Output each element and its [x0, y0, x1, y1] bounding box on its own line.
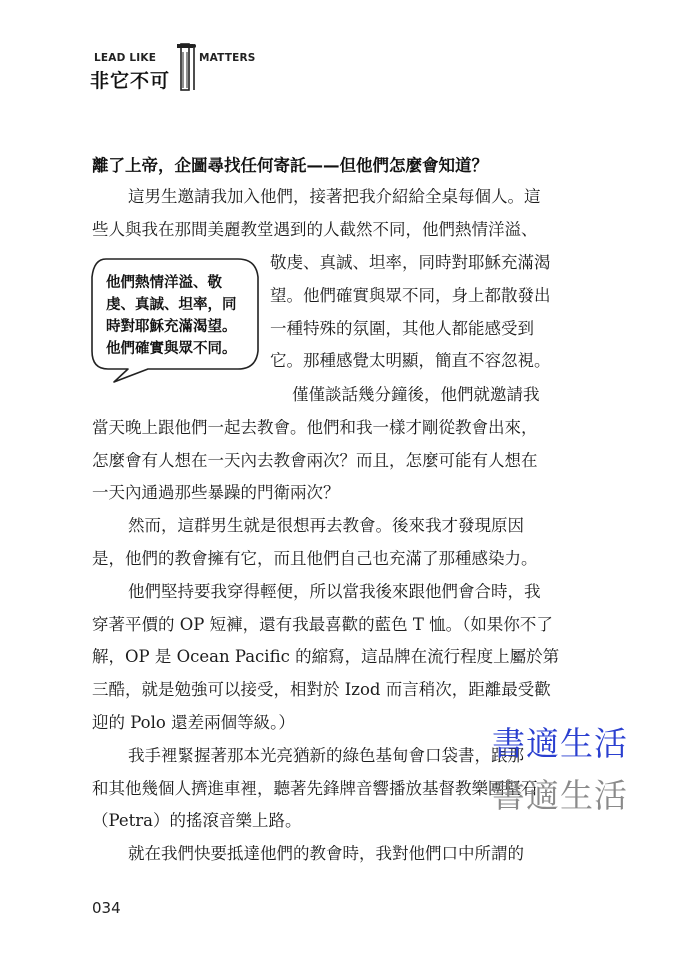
body-line: 這男生邀請我加入他們，接著把我介紹給全桌每個人。這 [128, 187, 541, 206]
body-line: 敬虔、真誠、坦率，同時對耶穌充滿渴 [270, 253, 551, 272]
watermark-blue: 書適生活 [492, 724, 628, 763]
body-line: 解，OP 是 Ocean Pacific 的縮寫，這品牌在流行程度上屬於第 [92, 647, 560, 666]
body-line: 一天內通過那些暴躁的門衛兩次？ [92, 483, 340, 502]
body-line: 就在我們快要抵達他們的教會時，我對他們口中所謂的 [128, 844, 524, 863]
callout-line: 他們確實與眾不同。 [106, 341, 237, 357]
body-line: 一種特殊的氛圍，其他人都能感受到 [270, 319, 534, 338]
body-line: 是，他們的教會擁有它，而且他們自己也充滿了那種感染力。 [92, 549, 538, 568]
watermark-gray: 書適生活 [492, 776, 628, 815]
body-line: 迎的 Polo 還差兩個等級。） [92, 713, 295, 732]
page-number: 034 [92, 899, 121, 917]
body-line: 穿著平價的 OP 短褲，還有我最喜歡的藍色 T 恤。（如果你不了 [92, 615, 553, 634]
body-line: 他們堅持要我穿得輕便，所以當我後來跟他們會合時，我 [128, 582, 541, 601]
book-logo [68, 36, 268, 96]
body-line: （Petra）的搖滾音樂上路。 [92, 811, 302, 830]
logo-text-matters: MATTERS [199, 52, 256, 64]
body-line: 和其他幾個人擠進車裡，聽著先鋒牌音響播放基督教樂團堅石 [92, 779, 538, 798]
body-line: 我手裡緊握著那本光亮猶新的綠色基甸會口袋書，跟那 [128, 746, 524, 765]
section-heading: 離了上帝，企圖尋找任何寄託——但他們怎麼會知道？ [92, 156, 488, 175]
body-line: 望。他們確實與眾不同，身上都散發出 [270, 286, 551, 305]
body-line: 當天晚上跟他們一起去教會。他們和我一樣才剛從教會出來， [92, 418, 538, 437]
logo-it-figure-icon [175, 42, 197, 94]
body-line: 三酷，就是勉強可以接受，相對於 Izod 而言稍次，距離最受歡 [92, 680, 551, 699]
callout-line: 虔、真誠、坦率，同 [106, 297, 237, 313]
callout-line: 他們熱情洋溢、敬 [106, 275, 222, 291]
body-line: 然而，這群男生就是很想再去教會。後來我才發現原因 [128, 516, 524, 535]
logo-text-lead-like: LEAD LIKE [94, 52, 157, 64]
callout-quote [106, 272, 256, 360]
logo-chinese-title: 非它不可 [90, 70, 171, 92]
body-line: 僅僅談話幾分鐘後，他們就邀請我 [292, 385, 540, 404]
body-line: 它。那種感覺太明顯，簡直不容忽視。 [270, 351, 551, 370]
body-line: 怎麼會有人想在一天內去教會兩次？而且，怎麼可能有人想在 [92, 451, 538, 470]
callout-line: 時對耶穌充滿渴望。 [106, 319, 237, 335]
body-line: 些人與我在那間美麗教堂遇到的人截然不同，他們熱情洋溢、 [92, 220, 538, 239]
